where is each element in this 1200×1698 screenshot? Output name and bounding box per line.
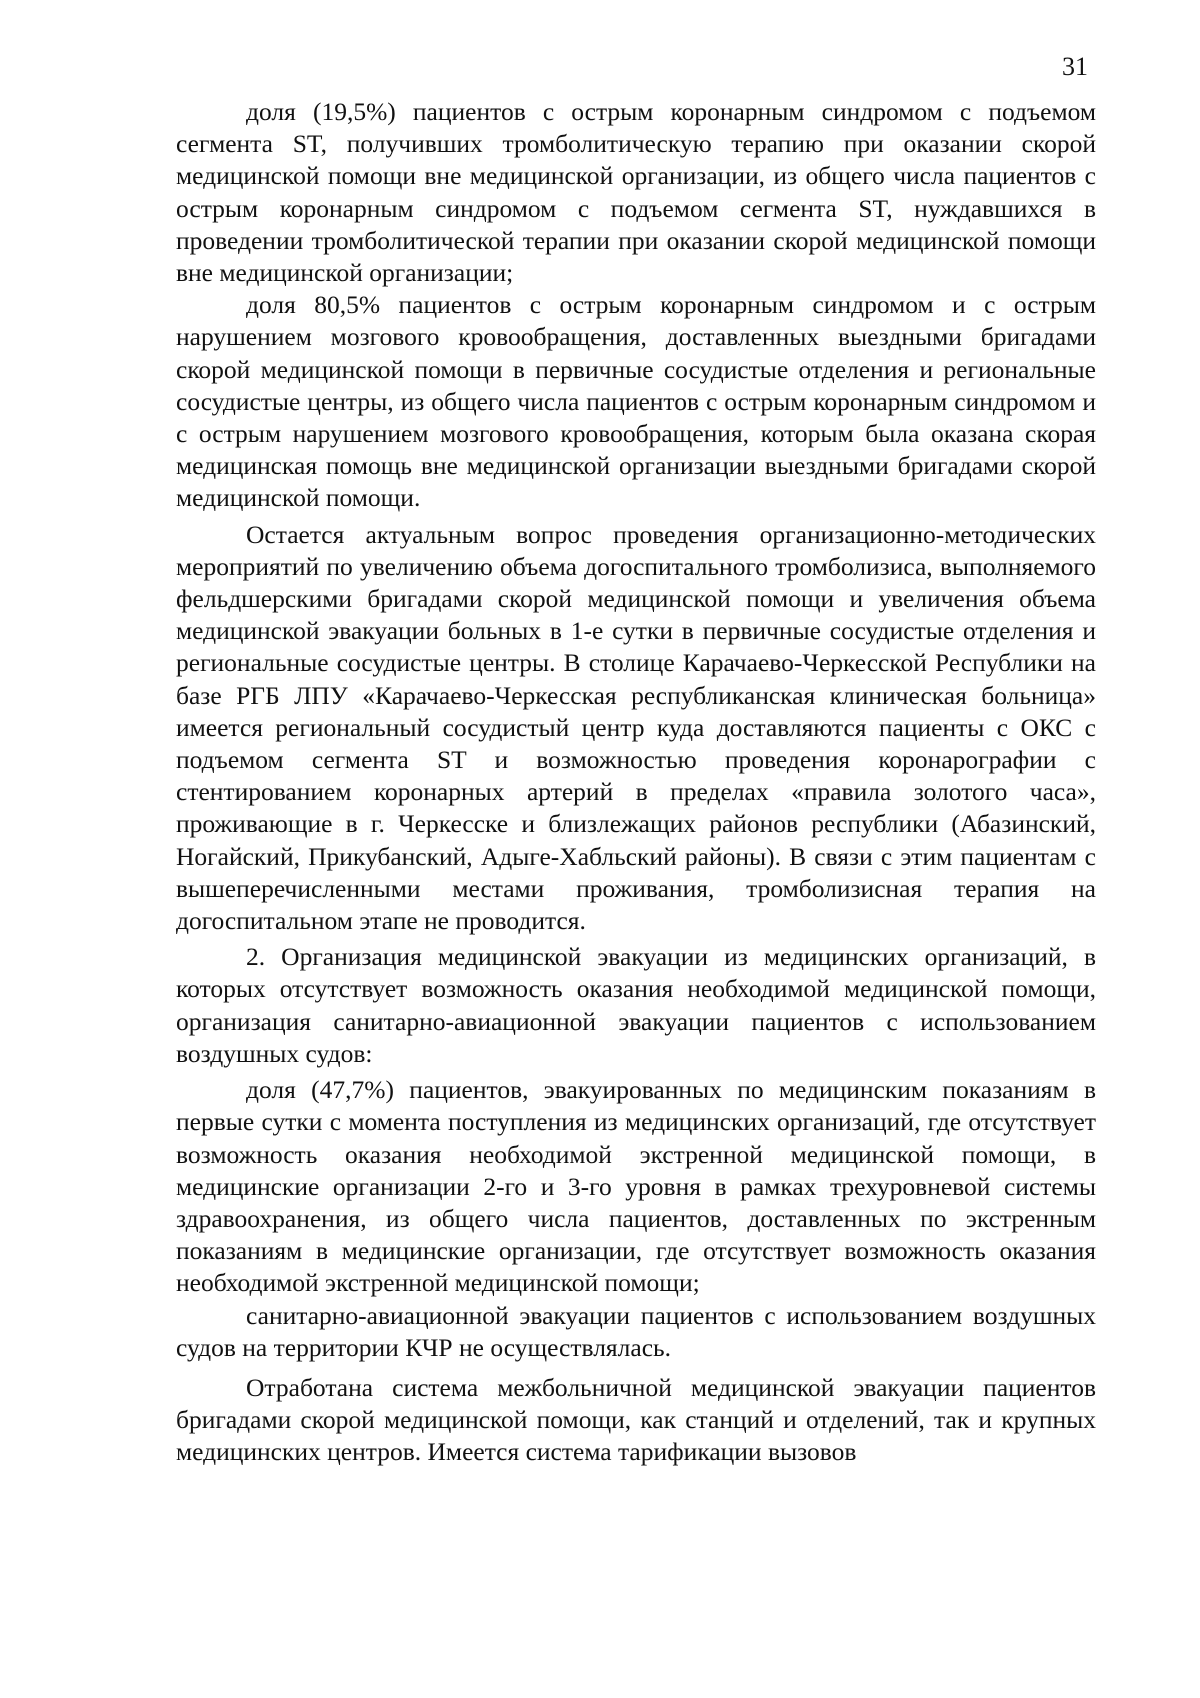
paragraph-medical-evacuation-heading: 2. Организация медицинской эвакуации из медицинских организаций, в которых отсутствует возможность оказания необходимой медицинской помощи, организация санитарно-авиационной эвакуации пациентов с использованием воздушных судов: bbox=[176, 942, 1096, 1068]
paragraph-stemi-thrombolysis-share: доля (19,5%) пациентов с острым коронарным синдромом с подъемом сегмента ST, получивших тромболитическую терапию при оказании скорой медицинской помощи вне медицинской организации, из общего числа пациентов с острым коронарным синдромом с подъемом сегмента ST, нуждавшихся в проведении тромболитической терапии при оказании скорой медицинской помощи вне медицинской организации; bbox=[176, 97, 1096, 288]
paragraph-air-evacuation: санитарно-авиационной эвакуации пациентов с использованием воздушных судов на территории КЧР не осуществлялась. bbox=[176, 1300, 1096, 1362]
page-number: 31 bbox=[1062, 52, 1088, 81]
paragraph-evacuated-patients-share: доля (47,7%) пациентов, эвакуированных по медицинским показаниям в первые сутки с момента поступления из медицинских организаций, где отсутствует возможность оказания необходимой экстренной медицинской помощи, в медицинские организации 2-го и 3-го уровня в рамках трехуровневой системы здравоохранения, из общего числа пациентов, доставленных по экстренным показаниям в медицинские организации, где отсутствует возможность оказания необходимой экстренной медицинской помощи; bbox=[176, 1075, 1096, 1298]
page-body bbox=[176, 96, 1096, 1473]
paragraph-acs-stroke-delivery-share: доля 80,5% пациентов с острым коронарным синдромом и с острым нарушением мозгового кровообращения, доставленных выездными бригадами скорой медицинской помощи в первичные сосудистые отделения и региональные сосудистые центры, из общего числа пациентов с острым коронарным синдромом и с острым нарушением мозгового кровообращения, которым была оказана скорая медицинская помощь вне медицинской организации выездными бригадами скорой медицинской помощи. bbox=[176, 290, 1096, 513]
paragraph-interhospital-evacuation: Отработана система межбольничной медицинской эвакуации пациентов бригадами скорой медицинской помощи, как станций и отделений, так и крупных медицинских центров. Имеется система тарификации вызовов bbox=[176, 1372, 1096, 1467]
paragraph-prehospital-thrombolysis-issue: Остается актуальным вопрос проведения организационно-методических мероприятий по увеличению объема догоспитального тромболизиса, выполняемого фельдшерскими бригадами скорой медицинской помощи и увеличения объема медицинской эвакуации больных в 1-е сутки в первичные сосудистые отделения и региональные сосудистые центры. В столице Карачаево-Черкесской Республики на базе РГБ ЛПУ «Карачаево-Черкесская республиканская клиническая больница» имеется региональный сосудистый центр куда доставляются пациенты с ОКС с подъемом сегмента ST и возможностью проведения коронарографии с стентированием коронарных артерий в пределах «правила золотого часа», проживающие в г. Черкесске и близлежащих районов республики (Абазинский, Ногайский, Прикубанский, Адыге-Хабльский районы). В связи с этим пациентам с вышеперечисленными местами проживания, тромболизисная терапия на догоспитальном этапе не проводится. bbox=[176, 519, 1096, 936]
